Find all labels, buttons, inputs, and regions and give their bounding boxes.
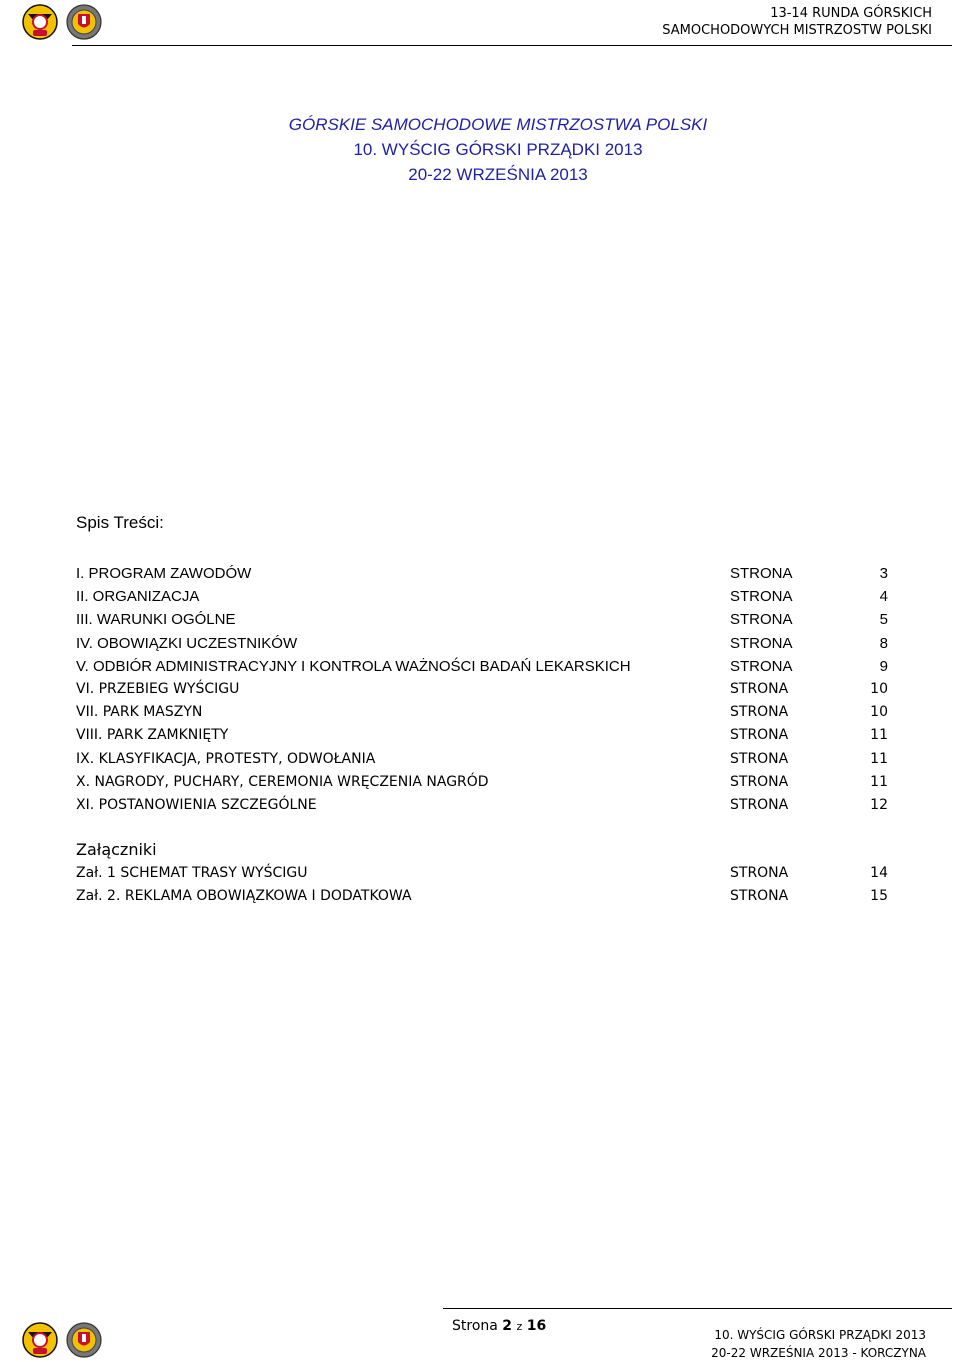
attachment-page: 14 (870, 865, 888, 881)
toc-strona: STRONA (730, 611, 793, 629)
toc-row[interactable] (76, 585, 896, 608)
attachments-list (76, 862, 896, 908)
toc-strona: STRONA (730, 773, 789, 790)
toc-page: 5 (879, 611, 888, 629)
attachment-strona: STRONA (730, 865, 789, 881)
toc-page: 9 (879, 657, 888, 675)
toc-strona: STRONA (730, 727, 789, 744)
toc-label: I. PROGRAM ZAWODÓW (76, 565, 252, 582)
toc-row[interactable] (76, 678, 896, 701)
toc-row[interactable] (76, 794, 896, 817)
page-number-total: 16 (526, 1318, 547, 1334)
toc-page: 10 (870, 704, 888, 721)
toc-strona: STRONA (730, 796, 789, 813)
toc-row[interactable] (76, 632, 896, 655)
toc-strona: STRONA (730, 565, 793, 582)
footer-event-info (711, 1326, 926, 1362)
title-line-3: 20-22 WRZEŚNIA 2013 (408, 165, 588, 184)
toc-page: 10 (870, 681, 888, 697)
toc-strona: STRONA (730, 750, 789, 767)
toc-label: VI. PRZEBIEG WYŚCIGU (76, 681, 240, 697)
toc-strona: STRONA (730, 634, 793, 652)
toc-label: VII. PARK MASZYN (76, 704, 203, 721)
toc-page: 12 (870, 796, 888, 813)
title-line-2: 10. WYŚCIG GÓRSKI PRZĄDKI 2013 (353, 140, 643, 159)
toc-row[interactable] (76, 724, 896, 747)
toc-row[interactable] (76, 562, 896, 585)
club-emblem-icon (66, 4, 102, 40)
footer-line-1: 10. WYŚCIG GÓRSKI PRZĄDKI 2013 (714, 1328, 926, 1342)
toc-list (76, 562, 896, 678)
toc-heading: Spis Treści: (76, 513, 164, 532)
attachment-label: Zał. 1 SCHEMAT TRASY WYŚCIGU (76, 865, 308, 881)
toc-page: 4 (879, 588, 888, 606)
toc-label: XI. POSTANOWIENIA SZCZEGÓLNE (76, 796, 317, 813)
attachment-page: 15 (870, 888, 888, 905)
toc-strona: STRONA (730, 657, 793, 675)
toc-row[interactable] (76, 748, 896, 771)
attachment-row[interactable] (76, 862, 896, 885)
footer-line-2: 20-22 WRZEŚNIA 2013 - KORCZYNA (711, 1346, 926, 1360)
toc-page: 11 (870, 773, 888, 790)
toc-strona: STRONA (730, 588, 793, 606)
toc-page: 3 (879, 565, 888, 582)
toc-strona: STRONA (730, 704, 789, 721)
toc-row[interactable] (76, 608, 896, 631)
toc-label: IX. KLASYFIKACJA, PROTESTY, ODWOŁANIA (76, 750, 376, 767)
toc-label: III. WARUNKI OGÓLNE (76, 611, 236, 629)
toc-page: 11 (870, 750, 888, 767)
toc-row[interactable] (76, 771, 896, 794)
attachment-label: Zał. 2. REKLAMA OBOWIĄZKOWA I DODATKOWA (76, 888, 412, 905)
toc-list-continued (76, 678, 896, 817)
toc-strona: STRONA (730, 681, 789, 697)
page-number-word: Strona (452, 1318, 498, 1334)
title-line-1: GÓRSKIE SAMOCHODOWE MISTRZOSTWA POLSKI (288, 115, 708, 134)
header-line-1: 13-14 RUNDA GÓRSKICH (770, 6, 932, 21)
toc-page: 8 (879, 634, 888, 652)
attachment-row[interactable] (76, 885, 896, 908)
toc-label: II. ORGANIZACJA (76, 588, 200, 606)
footer-divider (443, 1308, 952, 1309)
attachment-strona: STRONA (730, 888, 789, 905)
pzm-logo-icon (22, 4, 58, 40)
toc-label: X. NAGRODY, PUCHARY, CEREMONIA WRĘCZENIA NAGRÓD (76, 773, 489, 790)
toc-row[interactable] (76, 701, 896, 724)
toc-label: V. ODBIÓR ADMINISTRACYJNY I KONTROLA WAŻNOŚCI BADAŃ LEKARSKICH (76, 657, 631, 675)
toc-row[interactable] (76, 655, 896, 678)
page-number (452, 1318, 546, 1334)
page-number-current: 2 (502, 1318, 513, 1334)
document-title (0, 112, 960, 187)
header-divider (72, 45, 952, 46)
pzm-logo-footer-icon (22, 1322, 58, 1358)
header-event-info (662, 5, 932, 39)
header-line-2: SAMOCHODOWYCH MISTRZOSTW POLSKI (662, 23, 932, 38)
toc-page: 11 (870, 727, 888, 744)
club-emblem-footer-icon (66, 1322, 102, 1358)
toc-label: VIII. PARK ZAMKNIĘTY (76, 727, 229, 744)
page-number-of: z (516, 1320, 523, 1333)
toc-label: IV. OBOWIĄZKI UCZESTNIKÓW (76, 634, 298, 652)
attachments-heading: Załączniki (76, 840, 157, 859)
